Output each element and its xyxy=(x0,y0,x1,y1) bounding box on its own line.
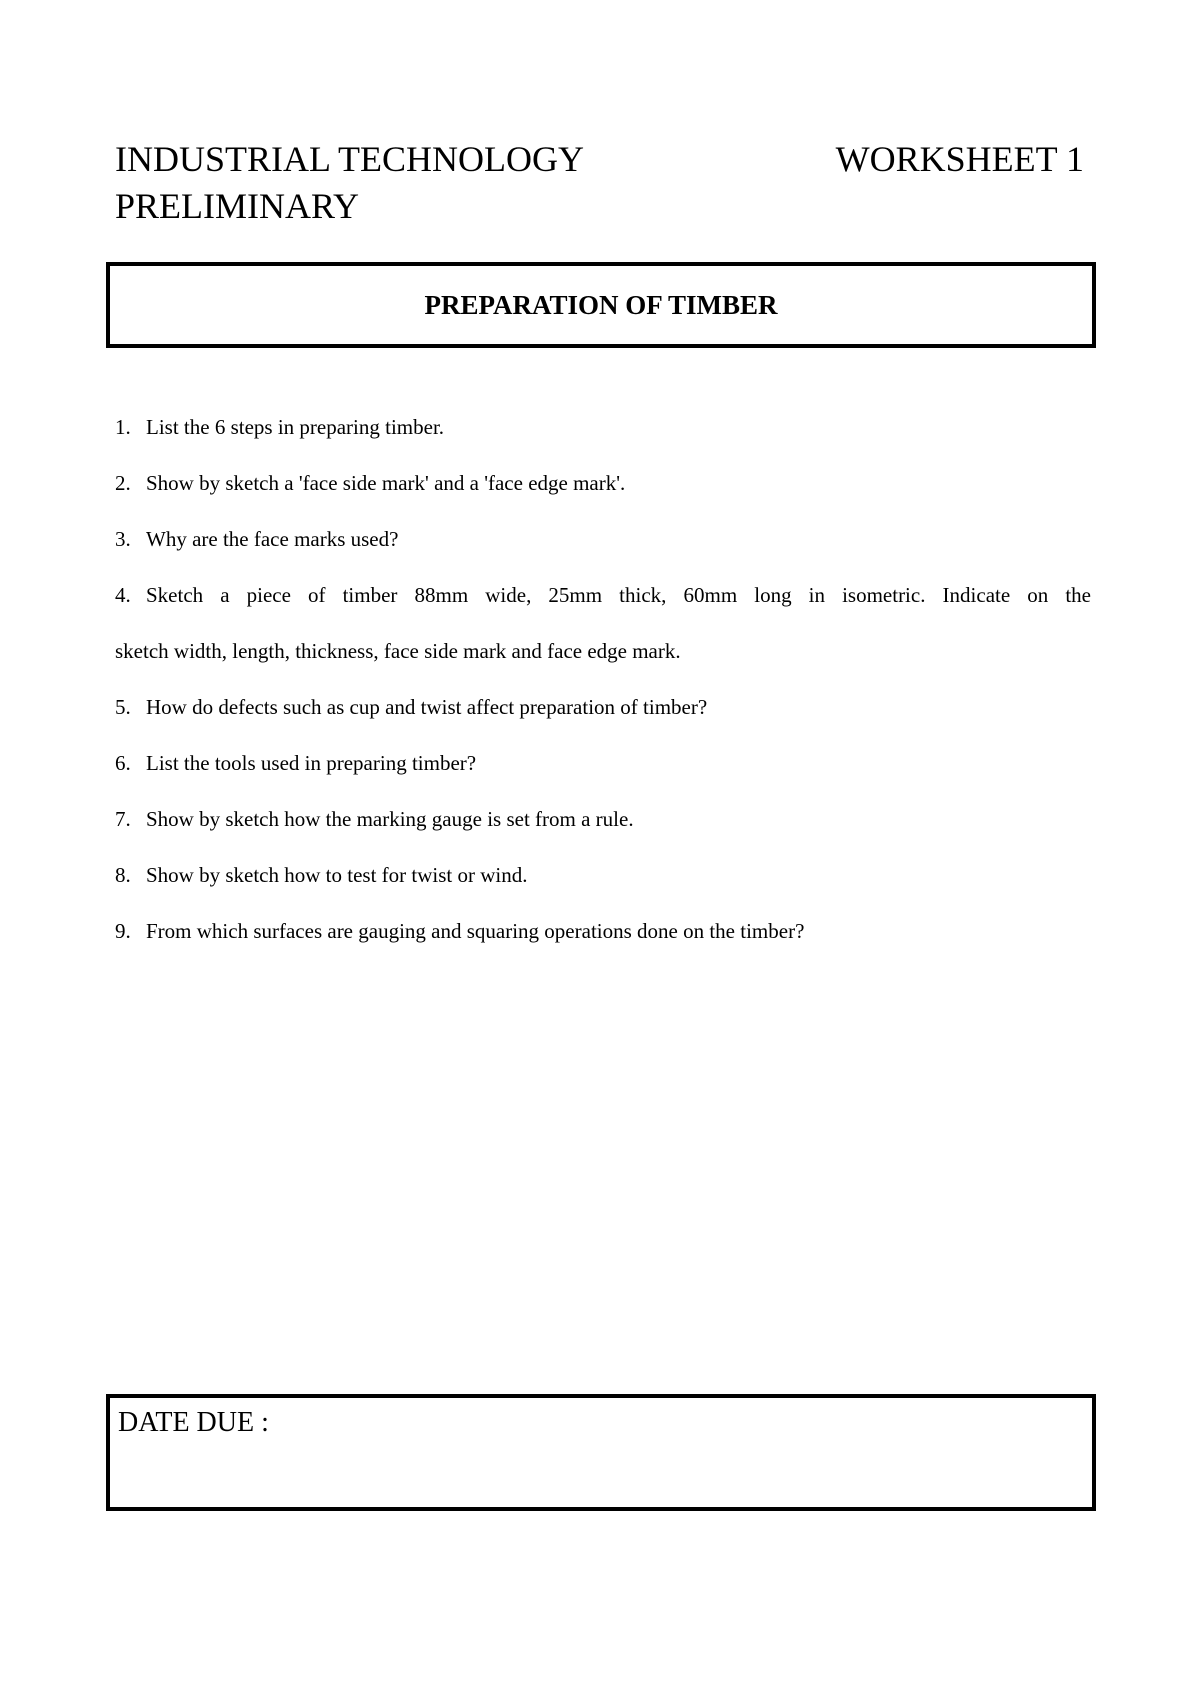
worksheet-title: PREPARATION OF TIMBER xyxy=(424,290,778,320)
question-text: List the tools used in preparing timber? xyxy=(146,751,477,775)
question-line-2: sketch width, length, thickness, face side mark and face edge mark. xyxy=(115,639,681,663)
question-text: From which surfaces are gauging and squaring operations done on the timber? xyxy=(146,919,805,943)
question-item xyxy=(115,524,1091,580)
title-box xyxy=(106,262,1096,348)
question-number: 5. xyxy=(115,695,131,719)
question-number: 3. xyxy=(115,527,131,551)
question-number: 6. xyxy=(115,751,131,775)
subject-heading: INDUSTRIAL TECHNOLOGY xyxy=(115,139,584,179)
question-text: Sketch a piece of timber 88mm wide, 25mm thick, 60mm long in isometric. Indicate on the xyxy=(146,583,1091,607)
question-item xyxy=(115,748,1091,804)
question-number: 4. xyxy=(115,583,131,607)
question-line-1 xyxy=(115,580,1091,636)
question-item xyxy=(115,580,1091,692)
question-text: Show by sketch how to test for twist or wind. xyxy=(146,863,528,887)
question-number: 9. xyxy=(115,919,131,943)
question-text: How do defects such as cup and twist affect preparation of timber? xyxy=(146,695,708,719)
worksheet-number: WORKSHEET 1 xyxy=(835,139,1084,179)
date-due-box xyxy=(106,1394,1096,1511)
question-number: 7. xyxy=(115,807,131,831)
question-text: List the 6 steps in preparing timber. xyxy=(146,415,445,439)
question-item xyxy=(115,468,1091,524)
question-number: 1. xyxy=(115,415,131,439)
question-list xyxy=(115,412,1091,972)
question-number: 8. xyxy=(115,863,131,887)
question-number: 2. xyxy=(115,471,131,495)
question-text: Why are the face marks used? xyxy=(146,527,399,551)
question-item xyxy=(115,692,1091,748)
level-heading: PRELIMINARY xyxy=(115,186,360,226)
question-item xyxy=(115,916,1091,972)
question-item xyxy=(115,412,1091,468)
question-text: Show by sketch a 'face side mark' and a 'face edge mark'. xyxy=(146,471,626,495)
question-item xyxy=(115,804,1091,860)
question-text: Show by sketch how the marking gauge is set from a rule. xyxy=(146,807,634,831)
date-due-label: DATE DUE : xyxy=(118,1407,269,1438)
question-item xyxy=(115,860,1091,916)
